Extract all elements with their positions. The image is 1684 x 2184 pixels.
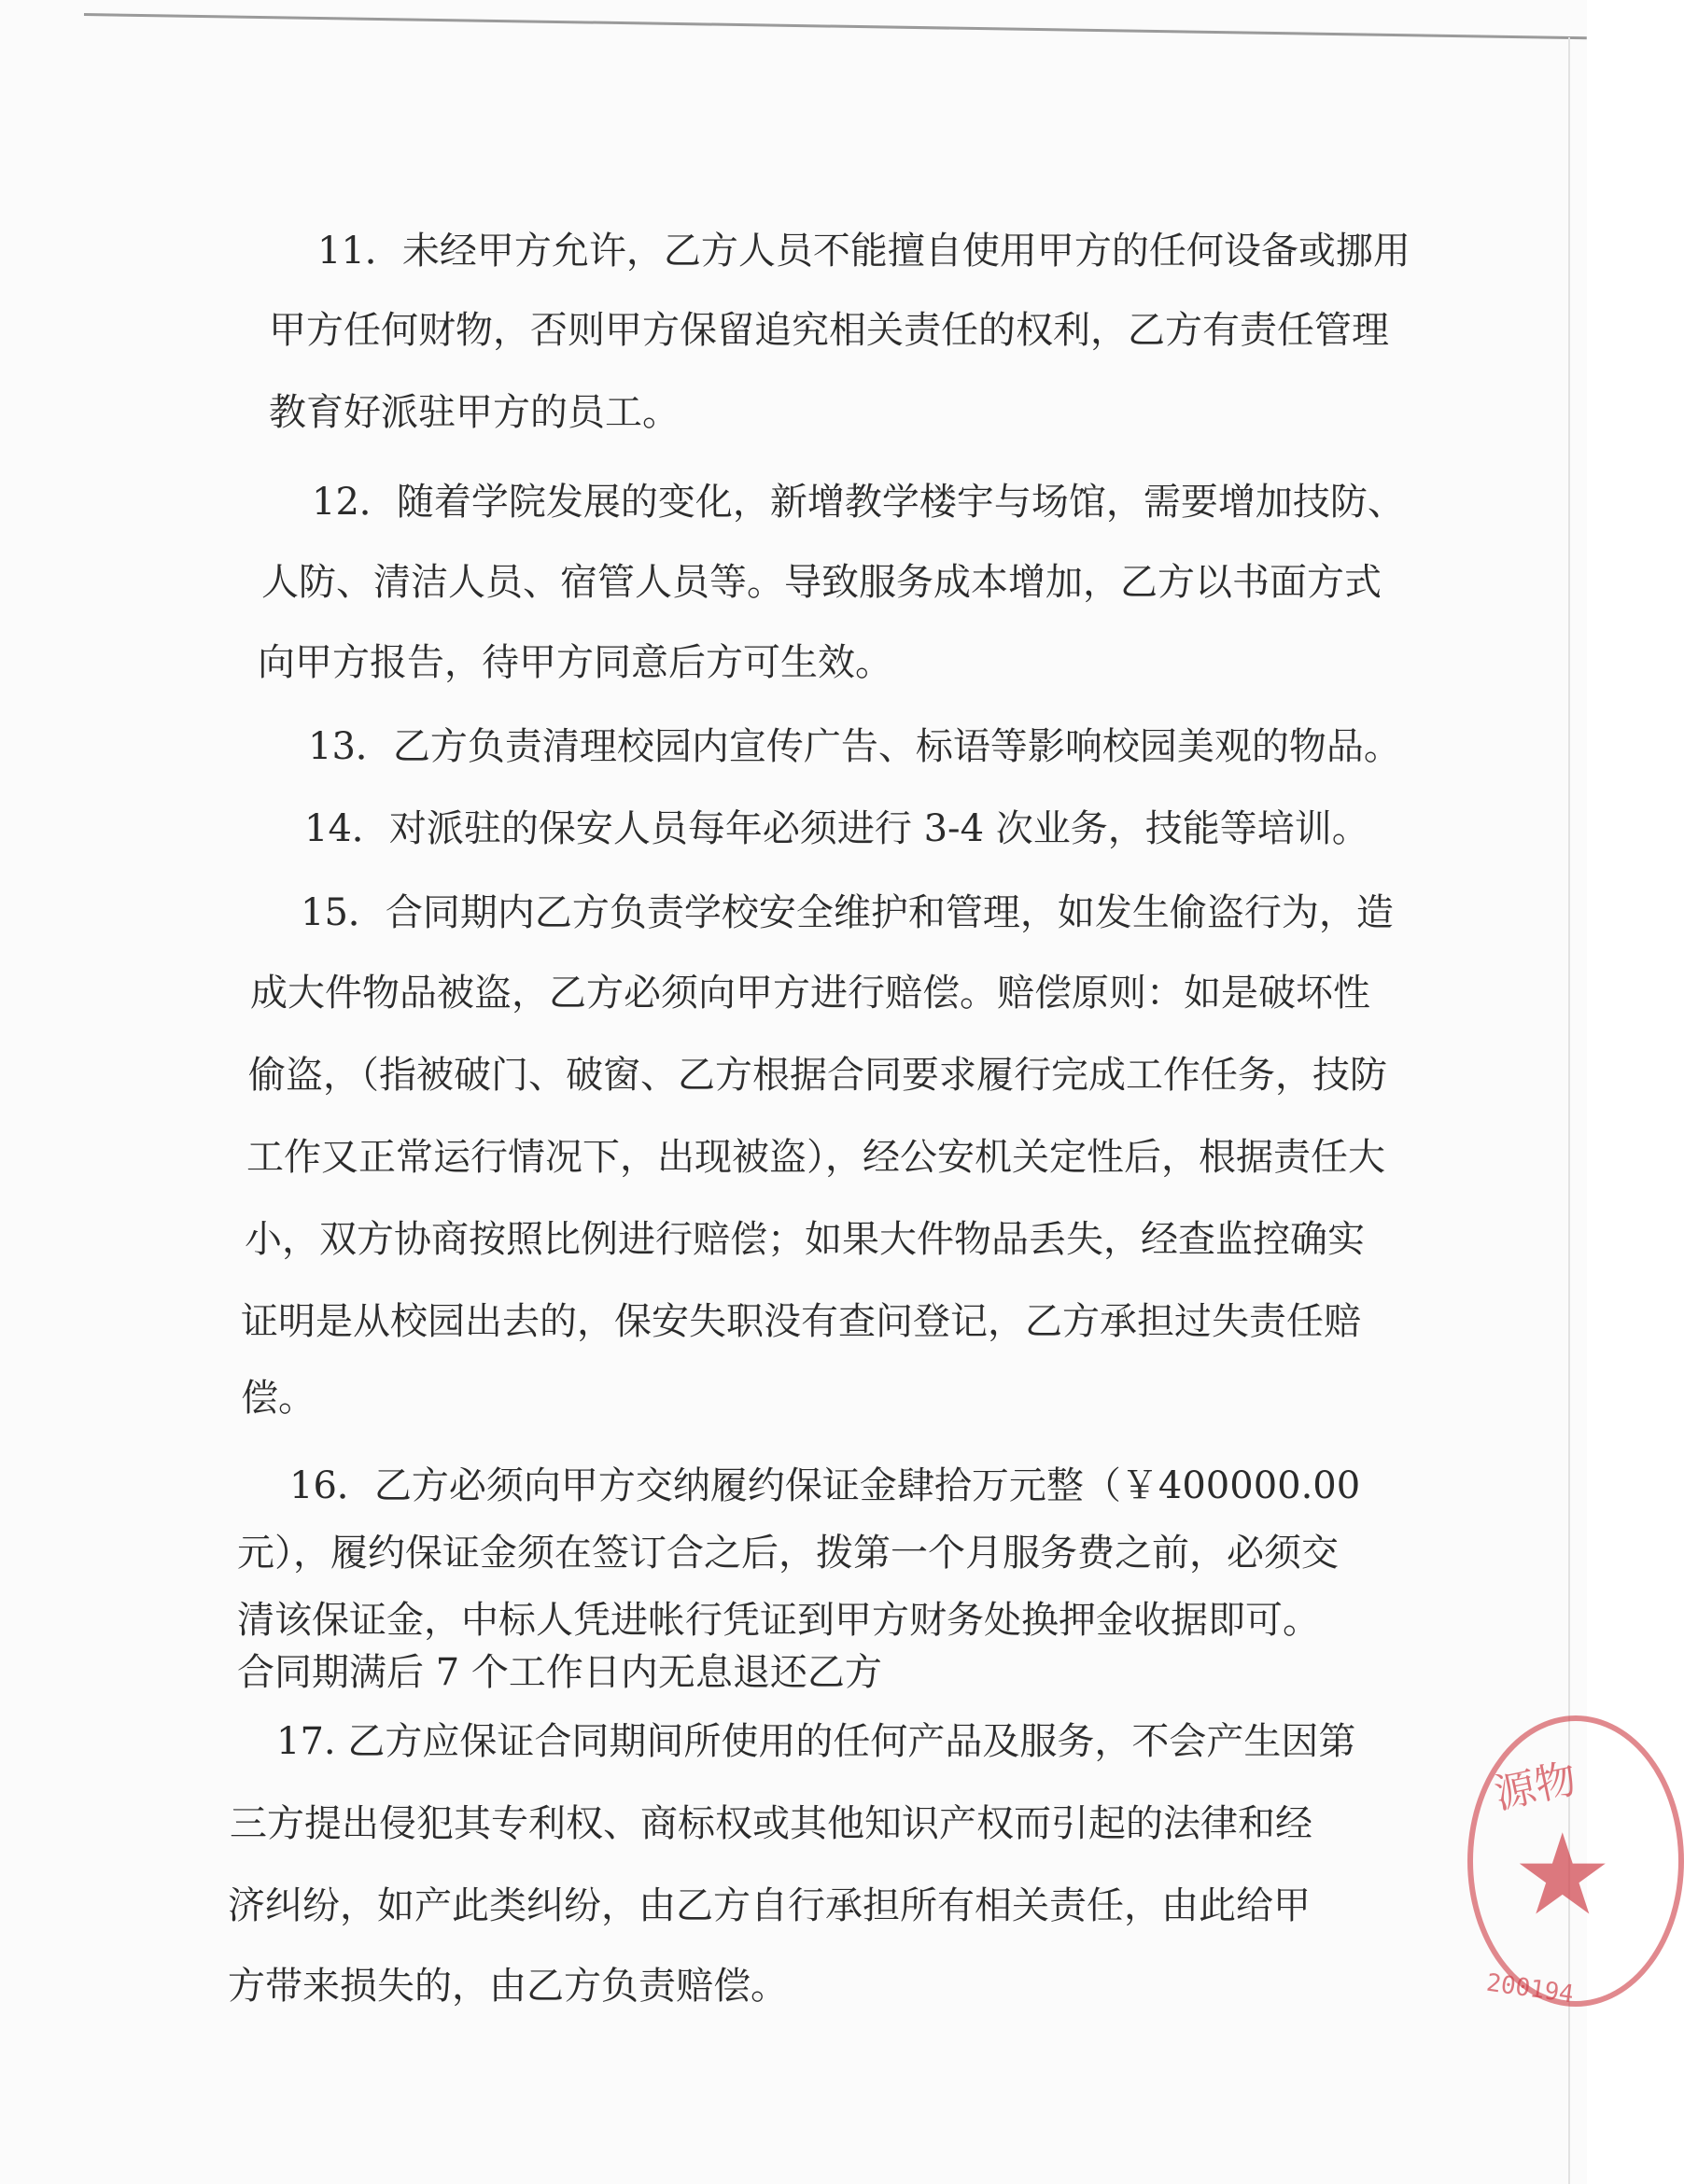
text-line: 14．对派驻的保安人员每年必须进行 3-4 次业务，技能等培训。 xyxy=(304,807,1369,850)
text-line: 偷盗，（指被破门、破窗、乙方根据合同要求履行完成工作任务，技防 xyxy=(248,1054,1387,1097)
text-line: 济纠纷，如产此类纠纷，由乙方自行承担所有相关责任，由此给甲 xyxy=(228,1884,1311,1927)
text-line: 元），履约保证金须在签订合之后，拨第一个月服务费之前，必须交 xyxy=(237,1532,1339,1575)
text-line: 11．未经甲方允许，乙方人员不能擅自使用甲方的任何设备或挪用 xyxy=(317,230,1410,273)
text-line: 偿。 xyxy=(241,1377,316,1420)
seal-stamp-code: 200194 xyxy=(1484,1968,1576,2009)
text-line: 15．合同期内乙方负责学校安全维护和管理，如发生偷盗行为，造 xyxy=(301,891,1394,934)
scan-edge-line xyxy=(84,13,1587,39)
text-line: 小，双方协商按照比例进行赔偿；如果大件物品丢失，经查监控确实 xyxy=(245,1218,1365,1261)
text-line: 方带来损失的，由乙方负责赔偿。 xyxy=(228,1965,788,2008)
text-line: 甲方任何财物，否则甲方保留追究相关责任的权利，乙方有责任管理 xyxy=(269,309,1389,352)
text-line: 13．乙方负责清理校园内宣传广告、标语等影响校园美观的物品。 xyxy=(308,725,1401,768)
text-line: 教育好派驻甲方的员工。 xyxy=(269,391,680,434)
text-line: 证明是从校园出去的，保安失职没有查问登记，乙方承担过失责任赔 xyxy=(241,1300,1361,1343)
text-line: 清该保证金，中标人凭进帐行凭证到甲方财务处换押金收据即可。 xyxy=(237,1599,1320,1642)
text-line: 17. 乙方应保证合同期间所使用的任何产品及服务，不会产生因第 xyxy=(276,1720,1356,1763)
text-line: 人防、清洁人员、宿管人员等。导致服务成本增加，乙方以书面方式 xyxy=(261,561,1382,604)
text-line: 合同期满后 7 个工作日内无息退还乙方 xyxy=(237,1651,882,1694)
text-line: 16．乙方必须向甲方交纳履约保证金肆拾万元整（￥400000.00 xyxy=(289,1464,1361,1507)
seal-stamp-text: 源物 xyxy=(1490,1755,1581,1819)
text-line: 向甲方报告，待甲方同意后方可生效。 xyxy=(258,641,892,684)
text-line: 三方提出侵犯其专利权、商标权或其他知识产权而引起的法律和经 xyxy=(230,1802,1312,1845)
seal-star-icon: ★ xyxy=(1512,1811,1613,1940)
text-line: 工作又正常运行情况下，出现被盗），经公安机关定性后，根据责任大 xyxy=(246,1136,1385,1179)
text-line: 12．随着学院发展的变化，新增教学楼宇与场馆，需要增加技防、 xyxy=(312,481,1405,524)
text-line: 成大件物品被盗，乙方必须向甲方进行赔偿。赔偿原则：如是破坏性 xyxy=(250,972,1370,1015)
